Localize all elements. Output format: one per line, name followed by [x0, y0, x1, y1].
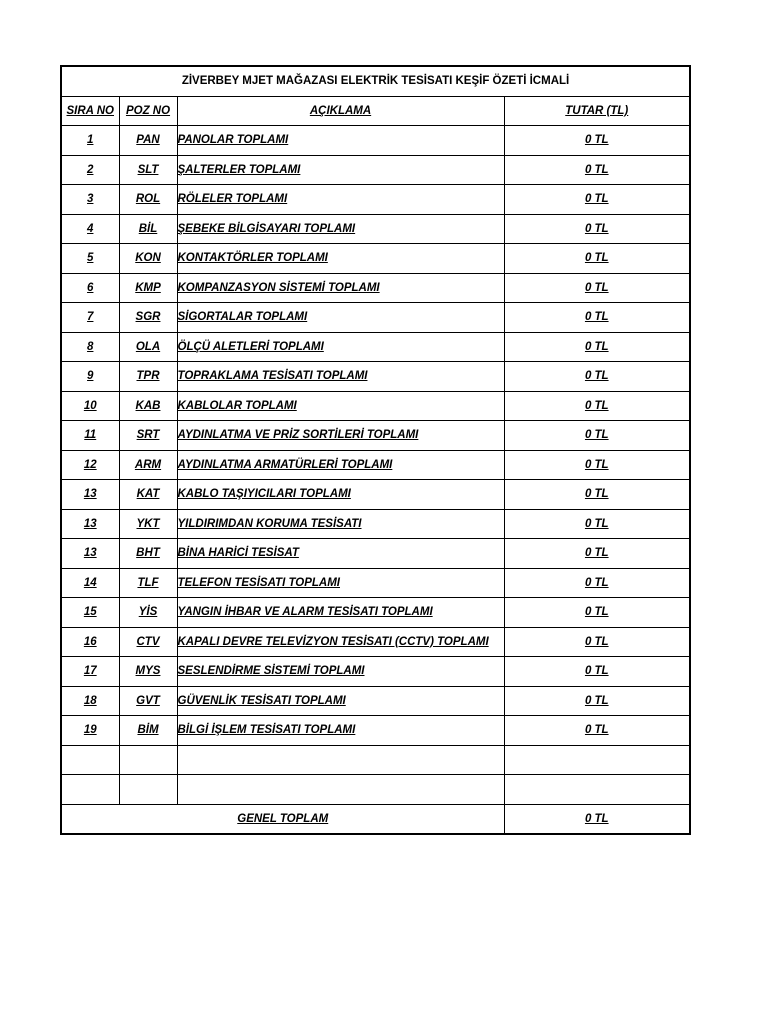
- empty-row: [61, 775, 690, 805]
- table-row: [61, 126, 690, 156]
- row-tutar: 0 TL: [504, 303, 690, 333]
- row-aciklama: [177, 155, 504, 185]
- summary-table: [60, 65, 691, 835]
- row-aciklama: [177, 185, 504, 215]
- row-sira-no: 9: [61, 362, 119, 392]
- row-aciklama-text: AYDINLATMA VE PRİZ SORTİLERİ TOPLAMI: [177, 429, 419, 442]
- row-aciklama: [177, 627, 504, 657]
- table-row: [61, 155, 690, 185]
- row-sira-no: 15: [61, 598, 119, 628]
- row-tutar: 0 TL: [504, 450, 690, 480]
- header-aciklama: AÇIKLAMA: [177, 96, 504, 126]
- header-tutar: TUTAR (TL): [504, 96, 690, 126]
- row-aciklama: [177, 214, 504, 244]
- row-poz-no: SGR: [119, 303, 177, 333]
- total-row: [61, 804, 690, 834]
- row-aciklama-text: KAPALI DEVRE TELEVİZYON TESİSATI (CCTV) TOPLAMI: [177, 635, 489, 648]
- row-sira-no: 5: [61, 244, 119, 274]
- row-tutar: 0 TL: [504, 627, 690, 657]
- row-aciklama-text: KOMPANZASYON SİSTEMİ TOPLAMI: [177, 281, 380, 294]
- row-aciklama-text: ŞALTERLER TOPLAMI: [177, 163, 301, 176]
- row-aciklama-text: TELEFON TESİSATI TOPLAMI: [177, 576, 340, 589]
- empty-cell: [177, 775, 504, 805]
- table-row: [61, 598, 690, 628]
- row-aciklama: [177, 539, 504, 569]
- row-aciklama-text: KONTAKTÖRLER TOPLAMI: [177, 252, 328, 265]
- table-row: [61, 185, 690, 215]
- row-tutar: 0 TL: [504, 155, 690, 185]
- row-poz-no: MYS: [119, 657, 177, 687]
- row-sira-no: 16: [61, 627, 119, 657]
- header-row: [61, 96, 690, 126]
- table-row: [61, 509, 690, 539]
- row-tutar: 0 TL: [504, 539, 690, 569]
- row-poz-no: SLT: [119, 155, 177, 185]
- row-sira-no: 17: [61, 657, 119, 687]
- row-poz-no: PAN: [119, 126, 177, 156]
- title-row: [61, 66, 690, 96]
- row-aciklama: [177, 126, 504, 156]
- header-sira-no: SIRA NO: [61, 96, 119, 126]
- row-tutar: 0 TL: [504, 480, 690, 510]
- row-aciklama-text: YILDIRIMDAN KORUMA TESİSATI: [177, 517, 362, 530]
- row-aciklama-text: KABLOLAR TOPLAMI: [177, 399, 297, 412]
- row-tutar: 0 TL: [504, 214, 690, 244]
- row-poz-no: BİL: [119, 214, 177, 244]
- header-poz-no: POZ NO: [119, 96, 177, 126]
- row-poz-no: KON: [119, 244, 177, 274]
- row-sira-no: 12: [61, 450, 119, 480]
- row-poz-no: ARM: [119, 450, 177, 480]
- row-poz-no: ROL: [119, 185, 177, 215]
- row-aciklama: [177, 421, 504, 451]
- row-tutar: 0 TL: [504, 273, 690, 303]
- row-aciklama: [177, 450, 504, 480]
- row-sira-no: 13: [61, 480, 119, 510]
- row-poz-no: KAB: [119, 391, 177, 421]
- row-sira-no: 4: [61, 214, 119, 244]
- row-sira-no: 8: [61, 332, 119, 362]
- row-poz-no: KAT: [119, 480, 177, 510]
- empty-row: [61, 745, 690, 775]
- empty-cell: [177, 745, 504, 775]
- row-poz-no: YKT: [119, 509, 177, 539]
- empty-cell: [119, 775, 177, 805]
- row-aciklama-text: ŞEBEKE BİLGİSAYARI TOPLAMI: [177, 222, 356, 235]
- row-poz-no: BHT: [119, 539, 177, 569]
- row-tutar: 0 TL: [504, 244, 690, 274]
- row-aciklama: [177, 509, 504, 539]
- row-aciklama: [177, 273, 504, 303]
- total-amount-cell: [504, 804, 690, 834]
- row-sira-no: 1: [61, 126, 119, 156]
- row-aciklama-text: PANOLAR TOPLAMI: [177, 134, 289, 147]
- row-tutar: 0 TL: [504, 598, 690, 628]
- table-row: [61, 686, 690, 716]
- table-row: [61, 716, 690, 746]
- row-sira-no: 3: [61, 185, 119, 215]
- row-tutar: 0 TL: [504, 391, 690, 421]
- row-aciklama-text: SİGORTALAR TOPLAMI: [177, 311, 308, 324]
- table-row: [61, 303, 690, 333]
- row-poz-no: YİS: [119, 598, 177, 628]
- row-sira-no: 14: [61, 568, 119, 598]
- row-sira-no: 10: [61, 391, 119, 421]
- table-row: [61, 273, 690, 303]
- row-aciklama-text: ÖLÇÜ ALETLERİ TOPLAMI: [177, 340, 324, 353]
- row-aciklama-text: SESLENDİRME SİSTEMİ TOPLAMI: [177, 665, 365, 678]
- row-poz-no: TPR: [119, 362, 177, 392]
- table-row: [61, 627, 690, 657]
- row-tutar: 0 TL: [504, 686, 690, 716]
- row-sira-no: 18: [61, 686, 119, 716]
- row-aciklama: [177, 480, 504, 510]
- row-aciklama-text: RÖLELER TOPLAMI: [177, 193, 288, 206]
- row-aciklama: [177, 244, 504, 274]
- row-tutar: 0 TL: [504, 126, 690, 156]
- row-aciklama: [177, 598, 504, 628]
- row-sira-no: 13: [61, 509, 119, 539]
- row-poz-no: KMP: [119, 273, 177, 303]
- row-tutar: 0 TL: [504, 716, 690, 746]
- row-sira-no: 11: [61, 421, 119, 451]
- row-aciklama-text: BİLGİ İŞLEM TESİSATI TOPLAMI: [177, 724, 356, 737]
- row-aciklama-text: YANGIN İHBAR VE ALARM TESİSATI TOPLAMI: [177, 606, 433, 619]
- table-row: [61, 391, 690, 421]
- row-aciklama: [177, 657, 504, 687]
- row-poz-no: TLF: [119, 568, 177, 598]
- row-poz-no: SRT: [119, 421, 177, 451]
- row-aciklama: [177, 686, 504, 716]
- table-row: [61, 332, 690, 362]
- row-sira-no: 19: [61, 716, 119, 746]
- table-row: [61, 450, 690, 480]
- row-aciklama-text: TOPRAKLAMA TESİSATI TOPLAMI: [177, 370, 368, 383]
- row-tutar: 0 TL: [504, 509, 690, 539]
- row-aciklama: [177, 568, 504, 598]
- table-row: [61, 362, 690, 392]
- row-sira-no: 2: [61, 155, 119, 185]
- table-row: [61, 480, 690, 510]
- row-sira-no: 7: [61, 303, 119, 333]
- row-poz-no: OLA: [119, 332, 177, 362]
- empty-cell: [119, 745, 177, 775]
- table-row: [61, 568, 690, 598]
- row-aciklama: [177, 303, 504, 333]
- row-poz-no: BİM: [119, 716, 177, 746]
- row-aciklama-text: KABLO TAŞIYICILARI TOPLAMI: [177, 488, 351, 501]
- total-label: GENEL TOPLAM: [237, 812, 329, 825]
- sheet-title: ZİVERBEY MJET MAĞAZASI ELEKTRİK TESİSATI KEŞİF ÖZETİ İCMALİ: [61, 66, 690, 96]
- row-aciklama-text: AYDINLATMA ARMATÜRLERİ TOPLAMI: [177, 458, 393, 471]
- total-amount: 0 TL: [584, 812, 609, 825]
- row-tutar: 0 TL: [504, 332, 690, 362]
- table-row: [61, 214, 690, 244]
- empty-cell: [504, 745, 690, 775]
- table-row: [61, 244, 690, 274]
- row-aciklama-text: GÜVENLİK TESİSATI TOPLAMI: [177, 694, 346, 707]
- total-label-cell: [61, 804, 504, 834]
- row-poz-no: GVT: [119, 686, 177, 716]
- table-row: [61, 421, 690, 451]
- row-aciklama: [177, 391, 504, 421]
- row-tutar: 0 TL: [504, 421, 690, 451]
- table-row: [61, 539, 690, 569]
- row-sira-no: 13: [61, 539, 119, 569]
- row-aciklama: [177, 362, 504, 392]
- row-aciklama-text: BİNA HARİCİ TESİSAT: [177, 547, 299, 560]
- empty-cell: [61, 745, 119, 775]
- row-tutar: 0 TL: [504, 657, 690, 687]
- table-row: [61, 657, 690, 687]
- row-aciklama: [177, 716, 504, 746]
- empty-cell: [61, 775, 119, 805]
- empty-cell: [504, 775, 690, 805]
- row-tutar: 0 TL: [504, 362, 690, 392]
- row-poz-no: CTV: [119, 627, 177, 657]
- row-sira-no: 6: [61, 273, 119, 303]
- row-aciklama: [177, 332, 504, 362]
- row-tutar: 0 TL: [504, 185, 690, 215]
- row-tutar: 0 TL: [504, 568, 690, 598]
